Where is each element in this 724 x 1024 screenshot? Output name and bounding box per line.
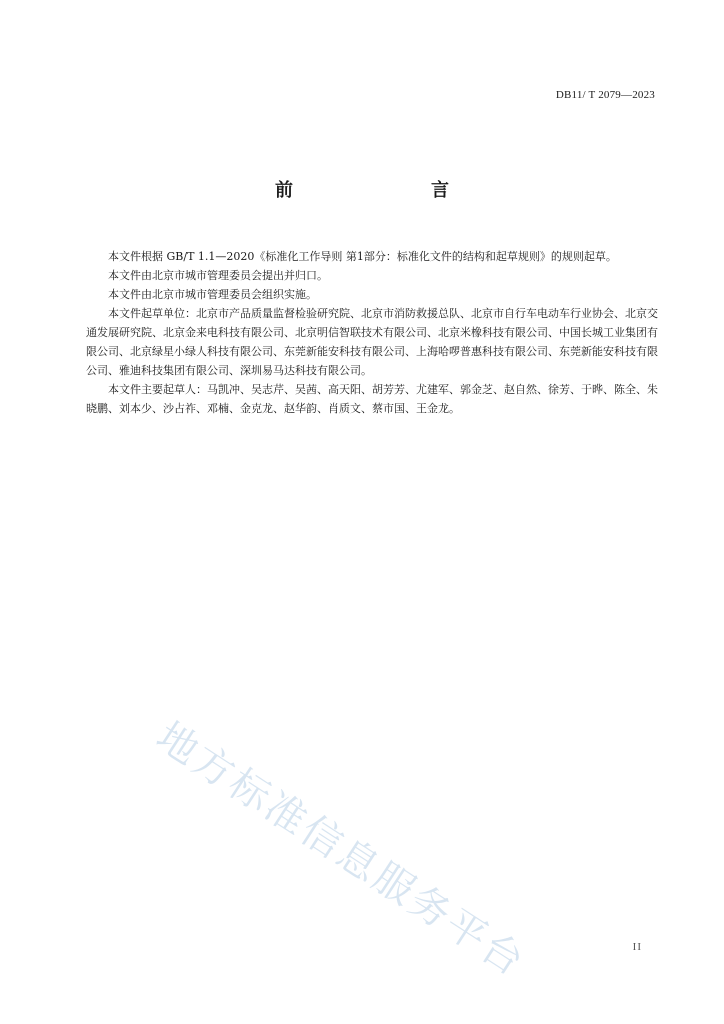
- watermark: 地方标准信息服务平台: [148, 713, 534, 987]
- document-body: [86, 247, 658, 418]
- paragraph-implementer: 本文件由北京市城市管理委员会组织实施。: [108, 288, 317, 301]
- paragraph-proposer: 本文件由北京市城市管理委员会提出并归口。: [108, 269, 328, 282]
- page-number: II: [632, 941, 642, 953]
- standard-code: DB11/ T 2079—2023: [555, 89, 655, 101]
- paragraph-main-drafters: 本文件主要起草人：马凯冲、吴志芹、吴茜、高天阳、胡芳芳、尤建军、郭金芝、赵自然、徐芳、于晔、陈全、朱晓鹏、刘本少、沙占祚、邓楠、金克龙、赵华韵、肖质文、蔡市国、王金龙。: [86, 383, 658, 415]
- paragraph-drafting-rules: 本文件根据 GB/T 1.1—2020《标准化工作导则 第1部分：标准化文件的结构和起草规则》的规则起草。: [108, 250, 617, 263]
- paragraph-drafting-units: 本文件起草单位：北京市产品质量监督检验研究院、北京市消防救援总队、北京市自行车电动车行业协会、北京交通发展研究院、北京金来电科技有限公司、北京明信智联技术有限公司、北京米橡科技有限公司、中国长城工业集团有限公司、北京绿星小绿人科技有限公司、东莞新能安科技有限公司、上海哈啰普惠科技有限公司、东莞新能安科技有限公司、雅迪科技集团有限公司、深圳易马达科技有限公司。: [86, 307, 658, 377]
- page-title: 前 言: [275, 180, 483, 201]
